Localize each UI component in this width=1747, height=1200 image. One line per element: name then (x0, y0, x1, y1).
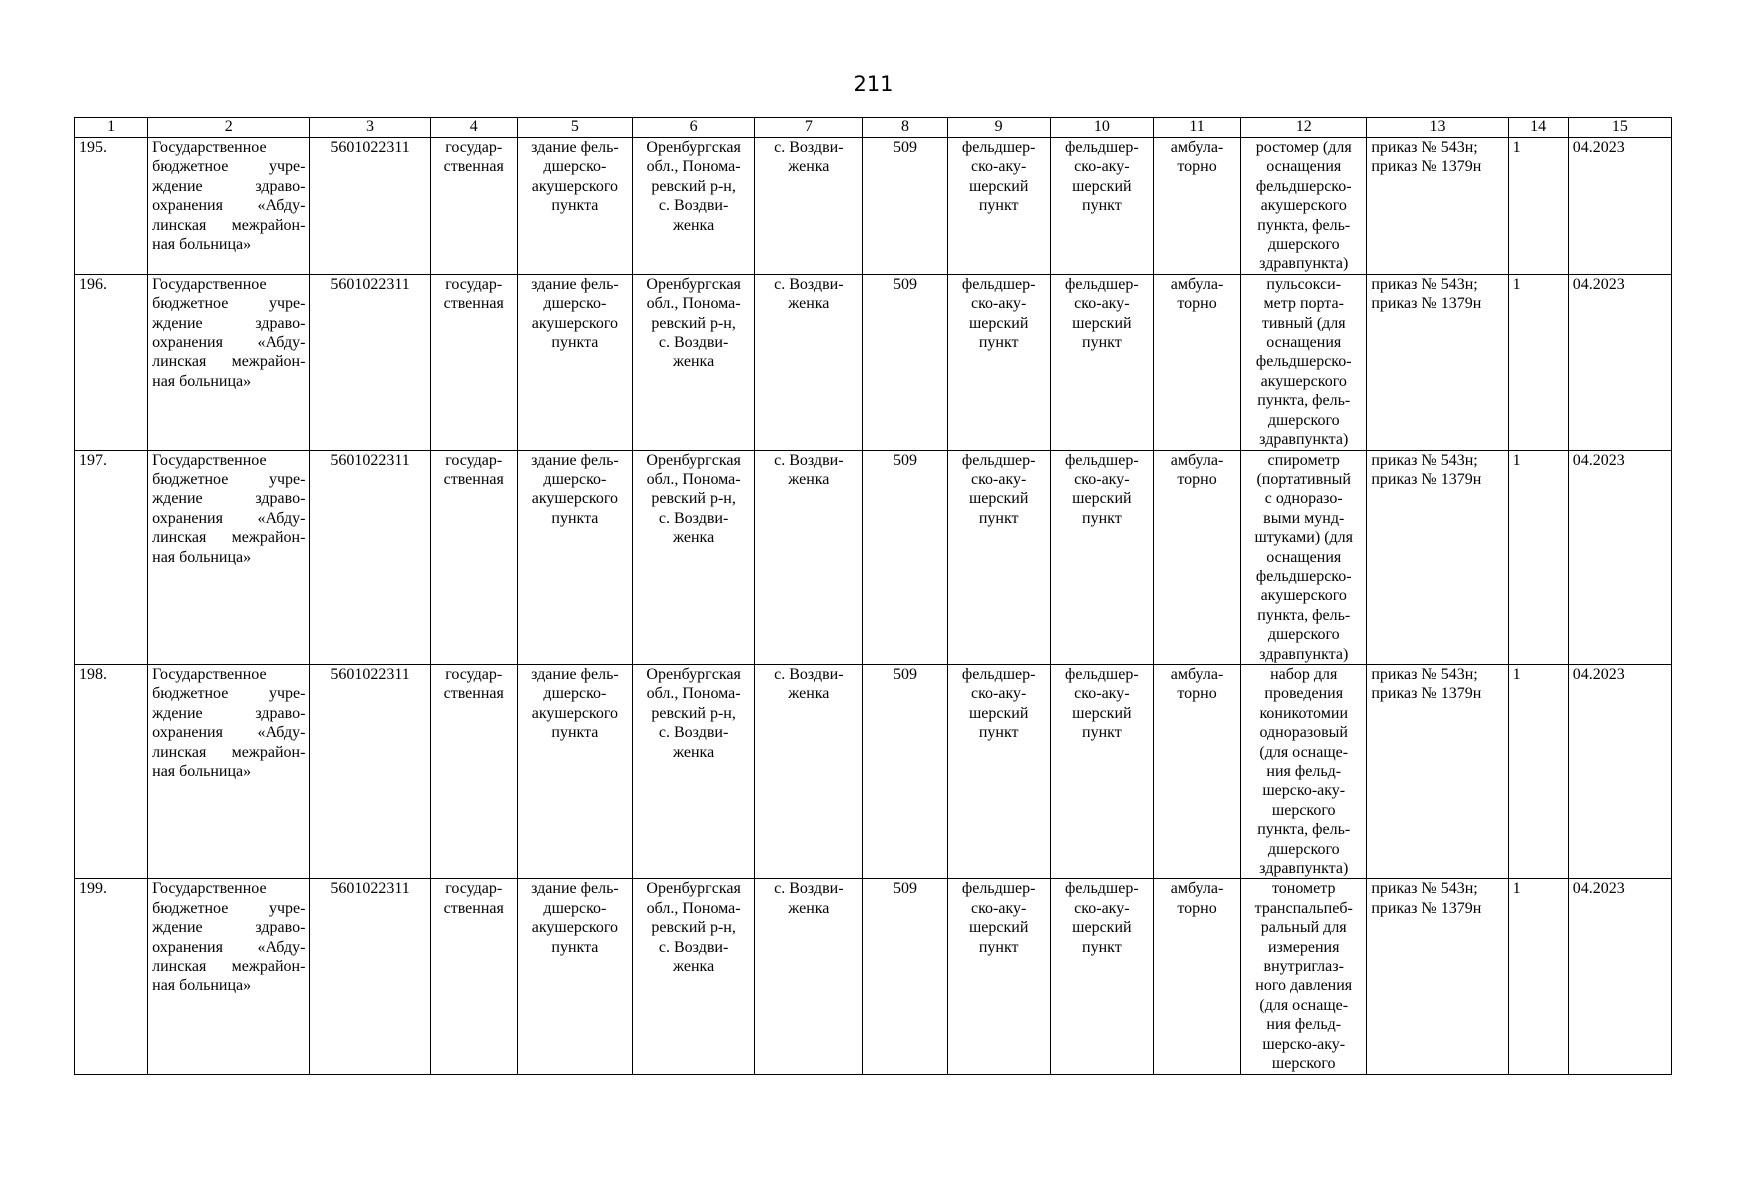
address-cell: Оренбургская обл., Понома- ревский р-н, с. Воздви- женка (633, 450, 755, 664)
equipment-cell: спирометр (портативный с одноразо- выми мунд- штуками) (для оснащения фельдшерско- акушерского пункта, фель- дшерского здравпункта) (1241, 450, 1367, 664)
column-header: 10 (1050, 118, 1153, 138)
table-row (75, 664, 1672, 878)
column-header: 2 (148, 118, 310, 138)
code-cell: 509 (863, 664, 947, 878)
care-condition-cell: амбула- торно (1153, 138, 1240, 275)
building-cell: здание фель- дшерско- акушерского пункта (517, 664, 632, 878)
equipment-cell: ростомер (для оснащения фельдшерско- акушерского пункта, фель- дшерского здравпункта) (1241, 138, 1367, 275)
organization-name: Государственное бюджетное учре-ждение здраво-охранения «Абду-линская межрайон-ная больница» (148, 274, 310, 450)
unit-type-cell: фельдшер- ско-аку- шерский пункт (947, 664, 1050, 878)
quantity-cell: 1 (1508, 138, 1568, 275)
row-number: 196. (75, 274, 148, 450)
column-header: 8 (863, 118, 947, 138)
row-number: 197. (75, 450, 148, 664)
organization-name: Государственное бюджетное учре-ждение здраво-охранения «Абду-линская межрайон-ная больница» (148, 138, 310, 275)
unit-type-cell: фельдшер- ско-аку- шерский пункт (947, 274, 1050, 450)
equipment-cell: тонометр транспальпеб- ральный для измерения внутриглаз- ного давления (для оснаще- ния фельд- шерско-аку- шерского (1241, 879, 1367, 1074)
column-header: 5 (517, 118, 632, 138)
date-cell: 04.2023 (1568, 138, 1671, 275)
locality-cell: с. Воздви- женка (755, 879, 863, 1074)
address-cell: Оренбургская обл., Понома- ревский р-н, с. Воздви- женка (633, 664, 755, 878)
order-cell: приказ № 543н; приказ № 1379н (1367, 450, 1508, 664)
code-cell: 509 (863, 138, 947, 275)
table-row (75, 138, 1672, 275)
building-cell: здание фель- дшерско- акушерского пункта (517, 450, 632, 664)
quantity-cell: 1 (1508, 879, 1568, 1074)
locality-cell: с. Воздви- женка (755, 450, 863, 664)
locality-cell: с. Воздви- женка (755, 274, 863, 450)
inn-cell: 5601022311 (310, 664, 430, 878)
column-number-row (75, 118, 1672, 138)
unit-name-cell: фельдшер- ско-аку- шерский пункт (1050, 274, 1153, 450)
unit-type-cell: фельдшер- ско-аку- шерский пункт (947, 879, 1050, 1074)
locality-cell: с. Воздви- женка (755, 664, 863, 878)
column-header: 3 (310, 118, 430, 138)
code-cell: 509 (863, 450, 947, 664)
organization-name: Государственное бюджетное учре-ждение здраво-охранения «Абду-линская межрайон-ная больница» (148, 879, 310, 1074)
column-header: 14 (1508, 118, 1568, 138)
column-header: 15 (1568, 118, 1671, 138)
ownership-form: государ- ственная (430, 879, 517, 1074)
equipment-cell: набор для проведения коникотомии одноразовый (для оснаще- ния фельд- шерско-аку- шерского пункта, фель- дшерского здравпункта) (1241, 664, 1367, 878)
date-cell: 04.2023 (1568, 879, 1671, 1074)
address-cell: Оренбургская обл., Понома- ревский р-н, с. Воздви- женка (633, 138, 755, 275)
locality-cell: с. Воздви- женка (755, 138, 863, 275)
date-cell: 04.2023 (1568, 450, 1671, 664)
inn-cell: 5601022311 (310, 274, 430, 450)
column-header: 11 (1153, 118, 1240, 138)
order-cell: приказ № 543н; приказ № 1379н (1367, 138, 1508, 275)
column-header: 9 (947, 118, 1050, 138)
organization-name: Государственное бюджетное учре-ждение здраво-охранения «Абду-линская межрайон-ная больница» (148, 450, 310, 664)
code-cell: 509 (863, 879, 947, 1074)
equipment-registry-table (74, 117, 1672, 1075)
care-condition-cell: амбула- торно (1153, 450, 1240, 664)
building-cell: здание фель- дшерско- акушерского пункта (517, 879, 632, 1074)
unit-type-cell: фельдшер- ско-аку- шерский пункт (947, 450, 1050, 664)
column-header: 4 (430, 118, 517, 138)
care-condition-cell: амбула- торно (1153, 274, 1240, 450)
unit-name-cell: фельдшер- ско-аку- шерский пункт (1050, 879, 1153, 1074)
column-header: 1 (75, 118, 148, 138)
quantity-cell: 1 (1508, 664, 1568, 878)
row-number: 195. (75, 138, 148, 275)
care-condition-cell: амбула- торно (1153, 879, 1240, 1074)
building-cell: здание фель- дшерско- акушерского пункта (517, 274, 632, 450)
ownership-form: государ- ственная (430, 274, 517, 450)
column-header: 6 (633, 118, 755, 138)
row-number: 199. (75, 879, 148, 1074)
inn-cell: 5601022311 (310, 138, 430, 275)
ownership-form: государ- ственная (430, 664, 517, 878)
quantity-cell: 1 (1508, 274, 1568, 450)
address-cell: Оренбургская обл., Понома- ревский р-н, с. Воздви- женка (633, 879, 755, 1074)
date-cell: 04.2023 (1568, 274, 1671, 450)
table-row (75, 274, 1672, 450)
column-header: 7 (755, 118, 863, 138)
inn-cell: 5601022311 (310, 450, 430, 664)
quantity-cell: 1 (1508, 450, 1568, 664)
order-cell: приказ № 543н; приказ № 1379н (1367, 664, 1508, 878)
column-header: 12 (1241, 118, 1367, 138)
order-cell: приказ № 543н; приказ № 1379н (1367, 274, 1508, 450)
row-number: 198. (75, 664, 148, 878)
page-number: 211 (853, 72, 894, 96)
code-cell: 509 (863, 274, 947, 450)
unit-name-cell: фельдшер- ско-аку- шерский пункт (1050, 664, 1153, 878)
table-row (75, 450, 1672, 664)
building-cell: здание фель- дшерско- акушерского пункта (517, 138, 632, 275)
equipment-cell: пульсокси- метр порта- тивный (для оснащения фельдшерско- акушерского пункта, фель- дшерского здравпункта) (1241, 274, 1367, 450)
unit-type-cell: фельдшер- ско-аку- шерский пункт (947, 138, 1050, 275)
organization-name: Государственное бюджетное учре-ждение здраво-охранения «Абду-линская межрайон-ная больница» (148, 664, 310, 878)
order-cell: приказ № 543н; приказ № 1379н (1367, 879, 1508, 1074)
address-cell: Оренбургская обл., Понома- ревский р-н, с. Воздви- женка (633, 274, 755, 450)
unit-name-cell: фельдшер- ско-аку- шерский пункт (1050, 450, 1153, 664)
care-condition-cell: амбула- торно (1153, 664, 1240, 878)
date-cell: 04.2023 (1568, 664, 1671, 878)
unit-name-cell: фельдшер- ско-аку- шерский пункт (1050, 138, 1153, 275)
column-header: 13 (1367, 118, 1508, 138)
inn-cell: 5601022311 (310, 879, 430, 1074)
ownership-form: государ- ственная (430, 138, 517, 275)
table-row (75, 879, 1672, 1074)
ownership-form: государ- ственная (430, 450, 517, 664)
